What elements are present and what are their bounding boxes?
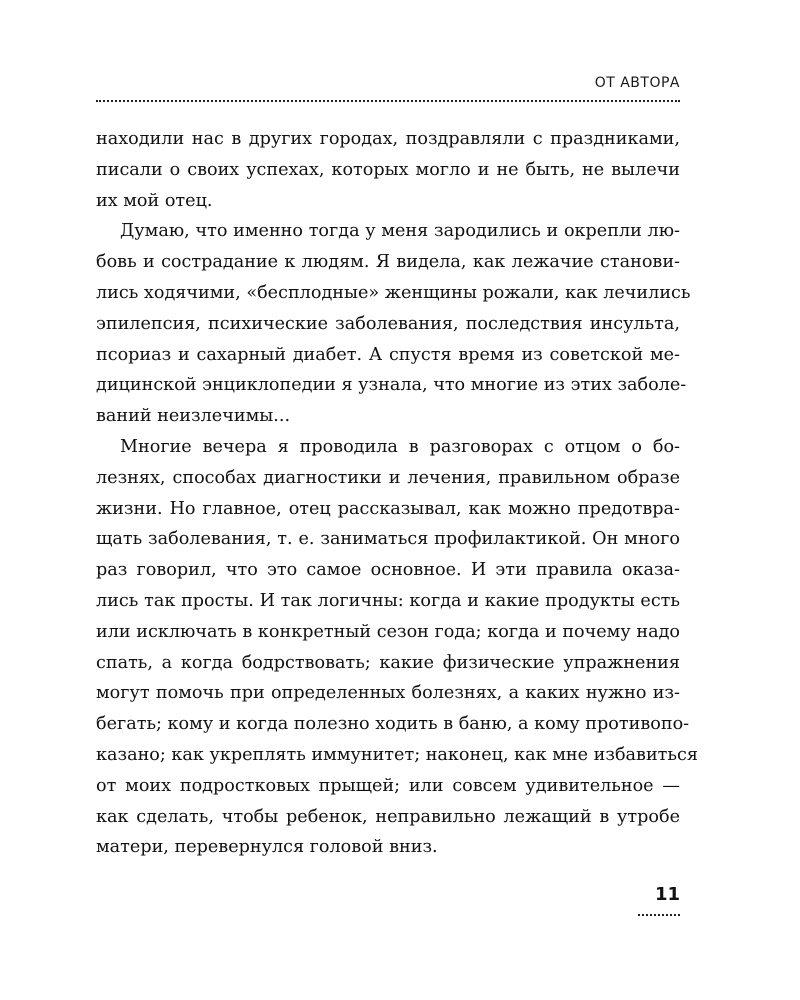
text-line: бовь и сострадание к людям. Я видела, как лежачие станови- bbox=[96, 252, 680, 273]
text-line: ваний неизлечимы... bbox=[96, 406, 291, 427]
text-line: от моих подростковых прыщей; или совсем удивительное — bbox=[96, 775, 680, 796]
text-line: их мой отец. bbox=[96, 190, 213, 211]
paragraph-2 bbox=[96, 216, 691, 432]
paragraph-3 bbox=[96, 432, 698, 863]
text-line: псориаз и сахарный диабет. А спустя время из советской ме- bbox=[96, 344, 680, 365]
running-header: ОТ АВТОРА bbox=[594, 75, 680, 91]
text-line: писали о своих успехах, которых могло и не быть, не вылечи bbox=[96, 159, 680, 180]
page-number: 11 bbox=[654, 884, 680, 905]
text-line: лись ходячими, «бесплодные» женщины рожали, как лечились bbox=[96, 282, 691, 303]
text-line: бегать; кому и когда полезно ходить в баню, а кому противопо- bbox=[96, 714, 690, 735]
page-body-text bbox=[96, 124, 698, 863]
text-line: спать, а когда бодрствовать; какие физические упражнения bbox=[96, 652, 680, 673]
text-line: как сделать, чтобы ребенок, неправильно лежащий в утробе bbox=[96, 806, 680, 827]
text-line: лись так просты. И так логичны: когда и какие продукты есть bbox=[96, 590, 680, 611]
text-line: жизни. Но главное, отец рассказывал, как можно предотвра- bbox=[96, 498, 680, 519]
text-line: щать заболевания, т. е. заниматься профилактикой. Он много bbox=[96, 529, 680, 550]
text-line: находили нас в других городах, поздравляли с праздниками, bbox=[96, 129, 680, 149]
text-line: эпилепсия, психические заболевания, последствия инсульта, bbox=[96, 313, 680, 334]
paragraph-1 bbox=[96, 124, 680, 216]
text-line: могут помочь при определенных болезнях, а каких нужно из- bbox=[96, 683, 680, 704]
text-line: лезнях, способах диагностики и лечения, правильном образе bbox=[96, 467, 680, 488]
text-line: или исключать в конкретный сезон года; когда и почему надо bbox=[96, 621, 680, 642]
text-line: дицинской энциклопедии я узнала, что многие из этих заболе- bbox=[96, 375, 687, 396]
text-line: раз говорил, что это самое основное. И эти правила оказа- bbox=[96, 560, 680, 581]
text-line: Думаю, что именно тогда у меня зародились и окрепли лю- bbox=[120, 221, 680, 242]
header-dotted-rule bbox=[96, 100, 680, 102]
footer-dotted-rule bbox=[638, 914, 680, 916]
text-line: матери, перевернулся головой вниз. bbox=[96, 837, 438, 858]
text-line: казано; как укреплять иммунитет; наконец, как мне избавиться bbox=[96, 744, 698, 765]
text-line: Многие вечера я проводила в разговорах с отцом о бо- bbox=[120, 436, 680, 457]
